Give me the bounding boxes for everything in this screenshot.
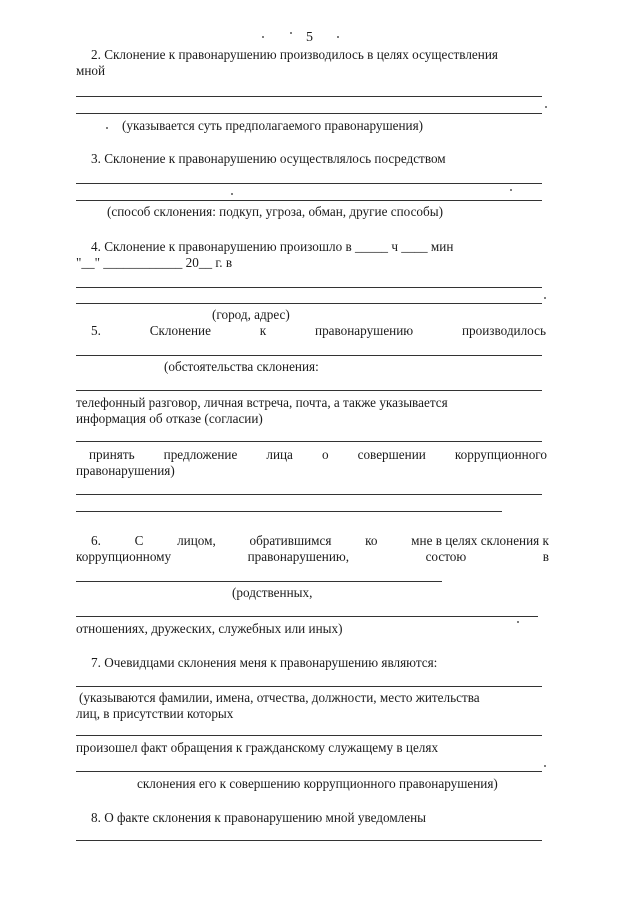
s5-word: совершении [357, 447, 426, 462]
scan-speck [337, 36, 339, 38]
s6-line1 [91, 533, 549, 548]
s5-para1-line1: телефонный разговор, личная встреча, почта, а также указывается [76, 395, 448, 410]
s6-word: состою [425, 549, 467, 564]
fill-line [76, 390, 542, 391]
s6-line2 [76, 549, 549, 564]
s6-word: в [542, 549, 549, 564]
scan-speck [517, 621, 519, 623]
s6-word: 6. [91, 533, 101, 548]
s7-para-line2: лиц, в присутствии которых [76, 706, 234, 721]
s5-para1-line2: информация об отказе (согласии) [76, 411, 263, 426]
s5-word: предложение [163, 447, 238, 462]
fill-line [76, 287, 542, 288]
scan-speck [510, 189, 512, 191]
s3-caption: (способ склонения: подкуп, угроза, обман, другие способы) [107, 204, 443, 219]
s5-word: о [321, 447, 329, 462]
fill-line [76, 735, 542, 736]
s6-word: правонарушению, [247, 549, 350, 564]
s6-word: мне в целях склонения к [411, 533, 549, 548]
s5-word: к [259, 323, 267, 338]
s6-word: ко [365, 533, 378, 548]
s3-line1: 3. Склонение к правонарушению осуществлялось посредством [91, 151, 446, 166]
s6-caption: (родственных, [232, 585, 313, 600]
s6-word: обратившимся [249, 533, 332, 548]
s5-word: коррупционного [454, 447, 547, 462]
s4-line1: 4. Склонение к правонарушению произошло в _____ ч ____ мин [91, 239, 454, 254]
page-number: 5 [306, 30, 313, 45]
s2-caption: (указывается суть предполагаемого правонарушения) [122, 118, 424, 133]
s6-word: С [134, 533, 144, 548]
scan-speck [106, 127, 108, 129]
fill-line [76, 96, 542, 97]
fill-line [76, 200, 542, 201]
s7-para-line1: (указываются фамилии, имена, отчества, должности, место жительства [79, 690, 480, 705]
s5-word: правонарушению [315, 323, 414, 338]
fill-line [76, 840, 542, 841]
s2-line1: 2. Склонение к правонарушению производилось в целях осуществления [91, 47, 498, 62]
s7-para-line4: склонения его к совершению коррупционного правонарушения) [137, 776, 498, 791]
fill-line [76, 771, 542, 772]
s5-word: 5. [91, 323, 101, 338]
fill-line [76, 441, 542, 442]
s5-word: лица [266, 447, 293, 462]
scan-speck [262, 36, 264, 38]
fill-line [76, 511, 502, 512]
s5-word: Склонение [149, 323, 211, 338]
s4-line2: "__" ____________ 20__ г. в [76, 255, 233, 270]
s6-word: лицом, [177, 533, 216, 548]
s8-line1: 8. О факте склонения к правонарушению мной уведомлены [91, 810, 427, 825]
fill-line [76, 183, 542, 184]
s5-word: производилось [461, 323, 546, 338]
scan-speck [544, 765, 546, 767]
fill-line [76, 616, 538, 617]
scan-speck [231, 193, 233, 195]
s5-caption: (обстоятельства склонения: [164, 359, 319, 374]
fill-line [76, 303, 542, 304]
s5-para2-line2: правонарушения) [76, 463, 175, 478]
fill-line [76, 355, 542, 356]
s7-line1: 7. Очевидцами склонения меня к правонарушению являются: [91, 655, 438, 670]
fill-line [76, 494, 542, 495]
scan-speck [290, 32, 292, 34]
s5-word: принять [89, 447, 135, 462]
s5-line1 [91, 323, 546, 338]
s5-para2-line1 [89, 447, 547, 462]
scan-speck [544, 297, 546, 299]
s7-para-line3: произошел факт обращения к гражданскому служащему в целях [76, 740, 439, 755]
fill-line [76, 581, 442, 582]
s6-tail: отношениях, дружеских, служебных или иных) [76, 621, 343, 636]
fill-line [76, 686, 542, 687]
s2-line2: мной [76, 63, 106, 78]
s4-caption: (город, адрес) [212, 307, 290, 322]
fill-line [76, 113, 542, 114]
scan-speck [545, 106, 547, 108]
s6-word: коррупционному [76, 549, 172, 564]
